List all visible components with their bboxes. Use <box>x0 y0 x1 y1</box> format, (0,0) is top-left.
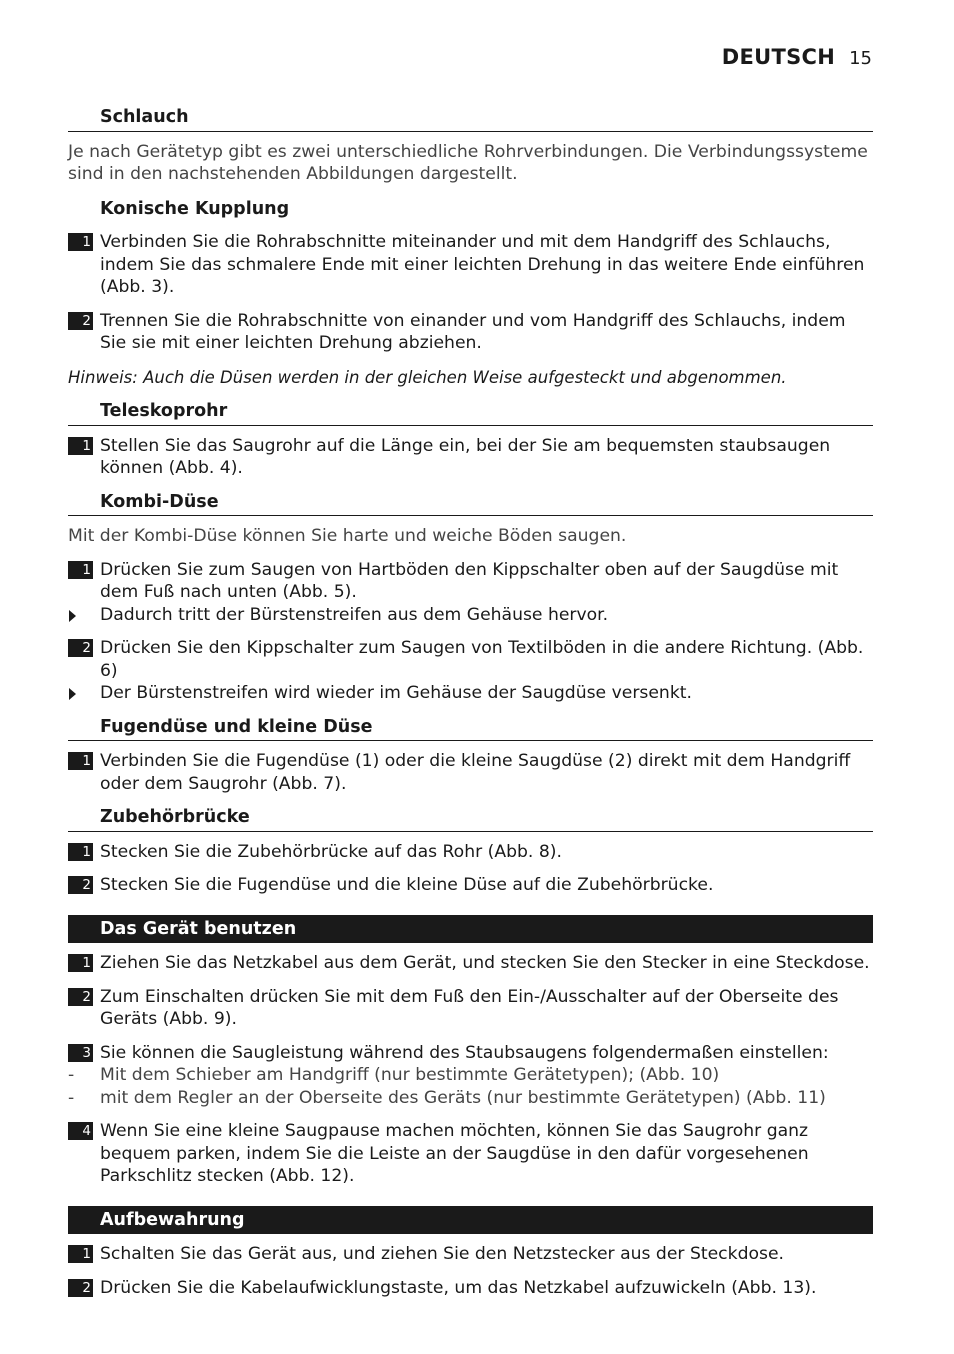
step-number: 2 <box>68 312 93 330</box>
step-number: 3 <box>68 1044 93 1062</box>
step-number: 4 <box>68 1122 93 1140</box>
step-text: Drücken Sie zum Saugen von Hartböden den Kippschalter oben auf der Saugdüse mit dem Fuß nach unten (Abb. 5). <box>100 559 839 602</box>
step-item <box>68 841 873 864</box>
step-result <box>68 682 873 705</box>
step-number: 2 <box>68 988 93 1006</box>
steps-aufbewahrung <box>68 1243 873 1299</box>
step-text: Stecken Sie die Fugendüse und die kleine Düse auf die Zubehörbrücke. <box>100 875 714 895</box>
step-text: Drücken Sie die Kabelaufwicklungstaste, um das Netzkabel aufzuwickeln (Abb. 13). <box>100 1277 817 1298</box>
section-heading-teleskoprohr: Teleskoprohr <box>68 400 873 426</box>
result-arrow-icon <box>69 688 76 700</box>
page-number: 15 <box>849 48 872 69</box>
dash-icon: - <box>68 1087 75 1108</box>
step-result <box>68 604 873 627</box>
step-text: Ziehen Sie das Netzkabel aus dem Gerät, und stecken Sie den Stecker in eine Steckdose. <box>100 953 870 973</box>
dash-icon: - <box>68 1065 75 1085</box>
steps-zubehoer <box>68 841 873 897</box>
steps-teleskop <box>68 435 873 480</box>
step-item <box>68 1120 873 1188</box>
step-text: Zum Einschalten drücken Sie mit dem Fuß den Ein-/Ausschalter auf der Oberseite des Geräts (Abb. 9). <box>100 986 839 1029</box>
step-number: 2 <box>68 1279 93 1297</box>
subheading-konische-kupplung: Konische Kupplung <box>100 198 290 219</box>
step-item <box>68 874 873 897</box>
bullet-item <box>68 1087 873 1110</box>
steps-konisch <box>68 231 873 355</box>
step-item <box>68 1042 873 1065</box>
page-content <box>68 106 873 1299</box>
step-item <box>68 750 873 795</box>
step-item <box>68 637 873 682</box>
step-item <box>68 986 873 1031</box>
page-header <box>722 46 872 71</box>
step-item <box>68 310 873 355</box>
step-text: Wenn Sie eine kleine Saugpause machen möchten, können Sie das Saugrohr ganz bequem parken, indem Sie die Leiste an der Saugdüse in den dafür vorgesehenen Parkschlitz stecken (Abb. 12). <box>100 1121 809 1186</box>
result-text: Dadurch tritt der Bürstenstreifen aus dem Gehäuse hervor. <box>100 604 609 625</box>
steps-benutzen <box>68 952 873 1188</box>
step-number: 1 <box>68 954 93 972</box>
step-number: 1 <box>68 233 93 251</box>
step-item <box>68 435 873 480</box>
step-number: 1 <box>68 843 93 861</box>
step-item <box>68 231 873 299</box>
step-item <box>68 1243 873 1266</box>
step-number: 1 <box>68 752 93 770</box>
bullet-item <box>68 1064 873 1087</box>
step-item <box>68 952 873 975</box>
step-text: Verbinden Sie die Fugendüse (1) oder die kleine Saugdüse (2) direkt mit dem Handgriff oder dem Saugrohr (Abb. 7). <box>100 751 851 794</box>
bullet-text: Mit dem Schieber am Handgriff (nur bestimmte Gerätetypen); (Abb. 10) <box>100 1065 720 1085</box>
section-heading-geraet-benutzen: Das Gerät benutzen <box>68 915 873 944</box>
steps-fugen <box>68 750 873 795</box>
step-text: Schalten Sie das Gerät aus, und ziehen Sie den Netzstecker aus der Steckdose. <box>100 1244 784 1264</box>
result-arrow-icon <box>69 610 76 622</box>
step-text: Drücken Sie den Kippschalter zum Saugen von Textilböden in die andere Richtung. (Abb. 6) <box>100 638 864 681</box>
result-text: Der Bürstenstreifen wird wieder im Gehäuse der Saugdüse versenkt. <box>100 683 692 703</box>
step-text: Verbinden Sie die Rohrabschnitte miteinander und mit dem Handgriff des Schlauchs, indem Sie das schmalere Ende mit einer leichten Drehung in das weitere Ende einführen (Abb. 3). <box>100 232 865 297</box>
step-text: Trennen Sie die Rohrabschnitte von einander und vom Handgriff des Schlauchs, indem Sie sie mit einer leichten Drehung abziehen. <box>100 310 846 353</box>
step-item <box>68 559 873 604</box>
step-text: Sie können die Saugleistung während des Staubsaugens folgendermaßen einstellen: <box>100 1042 829 1063</box>
step-number: 1 <box>68 437 93 455</box>
step-number: 1 <box>68 1245 93 1263</box>
step-number: 1 <box>68 561 93 579</box>
section-heading-kombi-duese: Kombi-Düse <box>68 491 873 517</box>
section-heading-fugenduese: Fugendüse und kleine Düse <box>68 716 873 742</box>
step-text: Stecken Sie die Zubehörbrücke auf das Rohr (Abb. 8). <box>100 841 562 862</box>
language-label: DEUTSCH <box>721 45 836 69</box>
section-heading-schlauch: Schlauch <box>68 106 873 132</box>
section-heading-zubehoerbruecke: Zubehörbrücke <box>68 806 873 832</box>
section-heading-aufbewahrung: Aufbewahrung <box>68 1206 873 1235</box>
hint-note: Hinweis: Auch die Düsen werden in der gleichen Weise aufgesteckt und abgenommen. <box>68 367 787 387</box>
step-number: 2 <box>68 639 93 657</box>
bullet-text: mit dem Regler an der Oberseite des Geräts (nur bestimmte Gerätetypen) (Abb. 11) <box>100 1087 826 1108</box>
schlauch-intro: Je nach Gerätetyp gibt es zwei unterschiedliche Rohrverbindungen. Die Verbindungssysteme sind in den nachstehenden Abbildungen dargestellt. <box>68 141 868 184</box>
step-number: 2 <box>68 876 93 894</box>
step-item <box>68 1277 873 1300</box>
kombi-intro: Mit der Kombi-Düse können Sie harte und weiche Böden saugen. <box>68 526 627 546</box>
step-text: Stellen Sie das Saugrohr auf die Länge ein, bei der Sie am bequemsten staubsaugen können (Abb. 4). <box>100 435 831 478</box>
steps-kombi <box>68 559 873 705</box>
